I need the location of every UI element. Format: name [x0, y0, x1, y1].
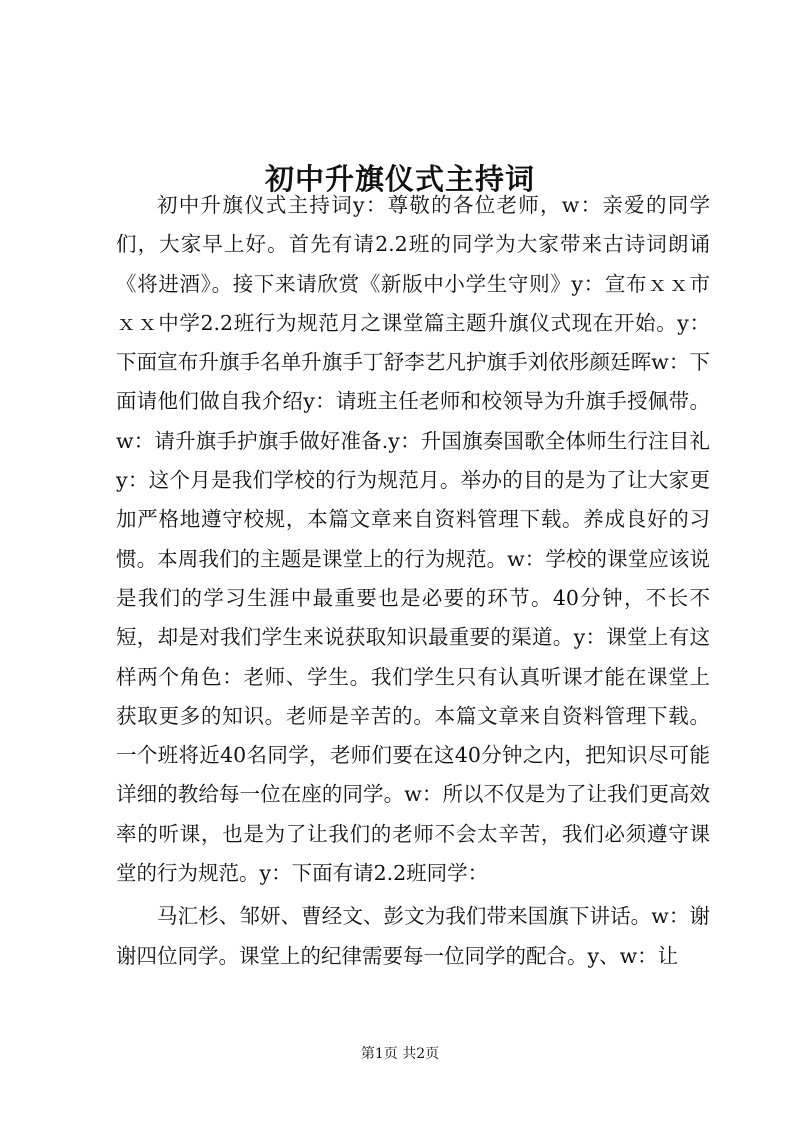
document-title: 初中升旗仪式主持词: [264, 162, 535, 197]
document-body: [116, 186, 710, 976]
page-footer: 第1页 共2页: [360, 1046, 440, 1062]
body-paragraph-1: 初中升旗仪式主持词y：尊敬的各位老师，w：亲爱的同学们，大家早上好。首先有请2.2班的同学为大家带来古诗词朗诵《将进酒》。接下来请欣赏《新版中小学生守则》y：宣布ｘｘ市ｘｘ中学2.2班行为规范月之课堂篇主题升旗仪式现在开始。y：下面宣布升旗手名单升旗手丁舒李艺凡护旗手刘依彤颜廷晖w：下面请他们做自我介绍y：请班主任老师和校领导为升旗手授佩带。w：请升旗手护旗手做好准备.y：升国旗奏国歌全体师生行注目礼y：这个月是我们学校的行为规范月。举办的目的是为了让大家更加严格地遵守校规，本篇文章来自资料管理下载。养成良好的习惯。本周我们的主题是课堂上的行为规范。w：学校的课堂应该说是我们的学习生涯中最重要也是必要的环节。40分钟，不长不短，却是对我们学生来说获取知识最重要的渠道。y：课堂上有这样两个角色：老师、学生。我们学生只有认真听课才能在课堂上获取更多的知识。老师是辛苦的。本篇文章来自资料管理下载。一个班将近40名同学，老师们要在这40分钟之内，把知识尽可能详细的教给每一位在座的同学。w：所以不仅是为了让我们更高效率的听课，也是为了让我们的老师不会太辛苦，我们必须遵守课堂的行为规范。y：下面有请2.2班同学：: [116, 193, 710, 886]
body-paragraph-2: 马汇杉、邹妍、曹经文、彭文为我们带来国旗下讲话。w：谢谢四位同学。课堂上的纪律需要每一位同学的配合。y、w：让: [116, 904, 710, 968]
